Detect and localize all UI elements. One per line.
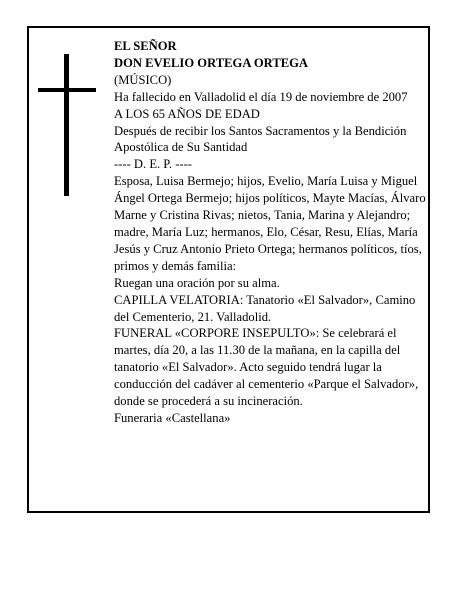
chapel-info: CAPILLA VELATORIA: Tanatorio «El Salvador», Camino del Cementerio, 21. Valladolid.: [114, 292, 416, 324]
age: A LOS 65 AÑOS DE EDAD: [114, 106, 260, 121]
funeral-home: Funeraria «Castellana»: [114, 410, 231, 425]
deceased-name: DON EVELIO ORTEGA ORTEGA: [114, 55, 309, 70]
cross-icon: [64, 54, 69, 196]
obituary-text: [114, 38, 428, 427]
cross-icon-bar: [38, 88, 96, 92]
title-line: EL SEÑOR: [114, 39, 177, 53]
rip-line: ---- D. E. P. ----: [114, 157, 192, 172]
funeral-info: FUNERAL «CORPORE INSEPULTO»: Se celebrará el martes, día 20, a las 11.30 de la mañana, en la capilla del tanatorio «El Salvador». Acto seguido tendrá lugar la conducción del cadáver al cementerio «Parque el Salvador», donde se procederá a su incineración.: [114, 326, 419, 409]
sacraments: Después de recibir los Santos Sacramentos y la Bendición Apostólica de Su Santidad: [114, 123, 407, 155]
death-notice: Ha fallecido en Valladolid el día 19 de noviembre de 2007: [114, 89, 408, 104]
prayer-request: Ruegan una oración por su alma.: [114, 275, 280, 290]
profession: (MÚSICO): [114, 72, 172, 87]
family-list: Esposa, Luisa Bermejo; hijos, Evelio, María Luisa y Miguel Ángel Ortega Bermejo; hijos políticos, Mayte Macías, Álvaro Marne y Cristina Rivas; nietos, Tania, Marina y Alejandro; madre, María Luz; hermanos, Elo, César, Resu, Elías, María Jesús y Cruz Antonio Prieto Ortega; hermanos políticos, tíos, primos y demás familia:: [114, 174, 426, 273]
